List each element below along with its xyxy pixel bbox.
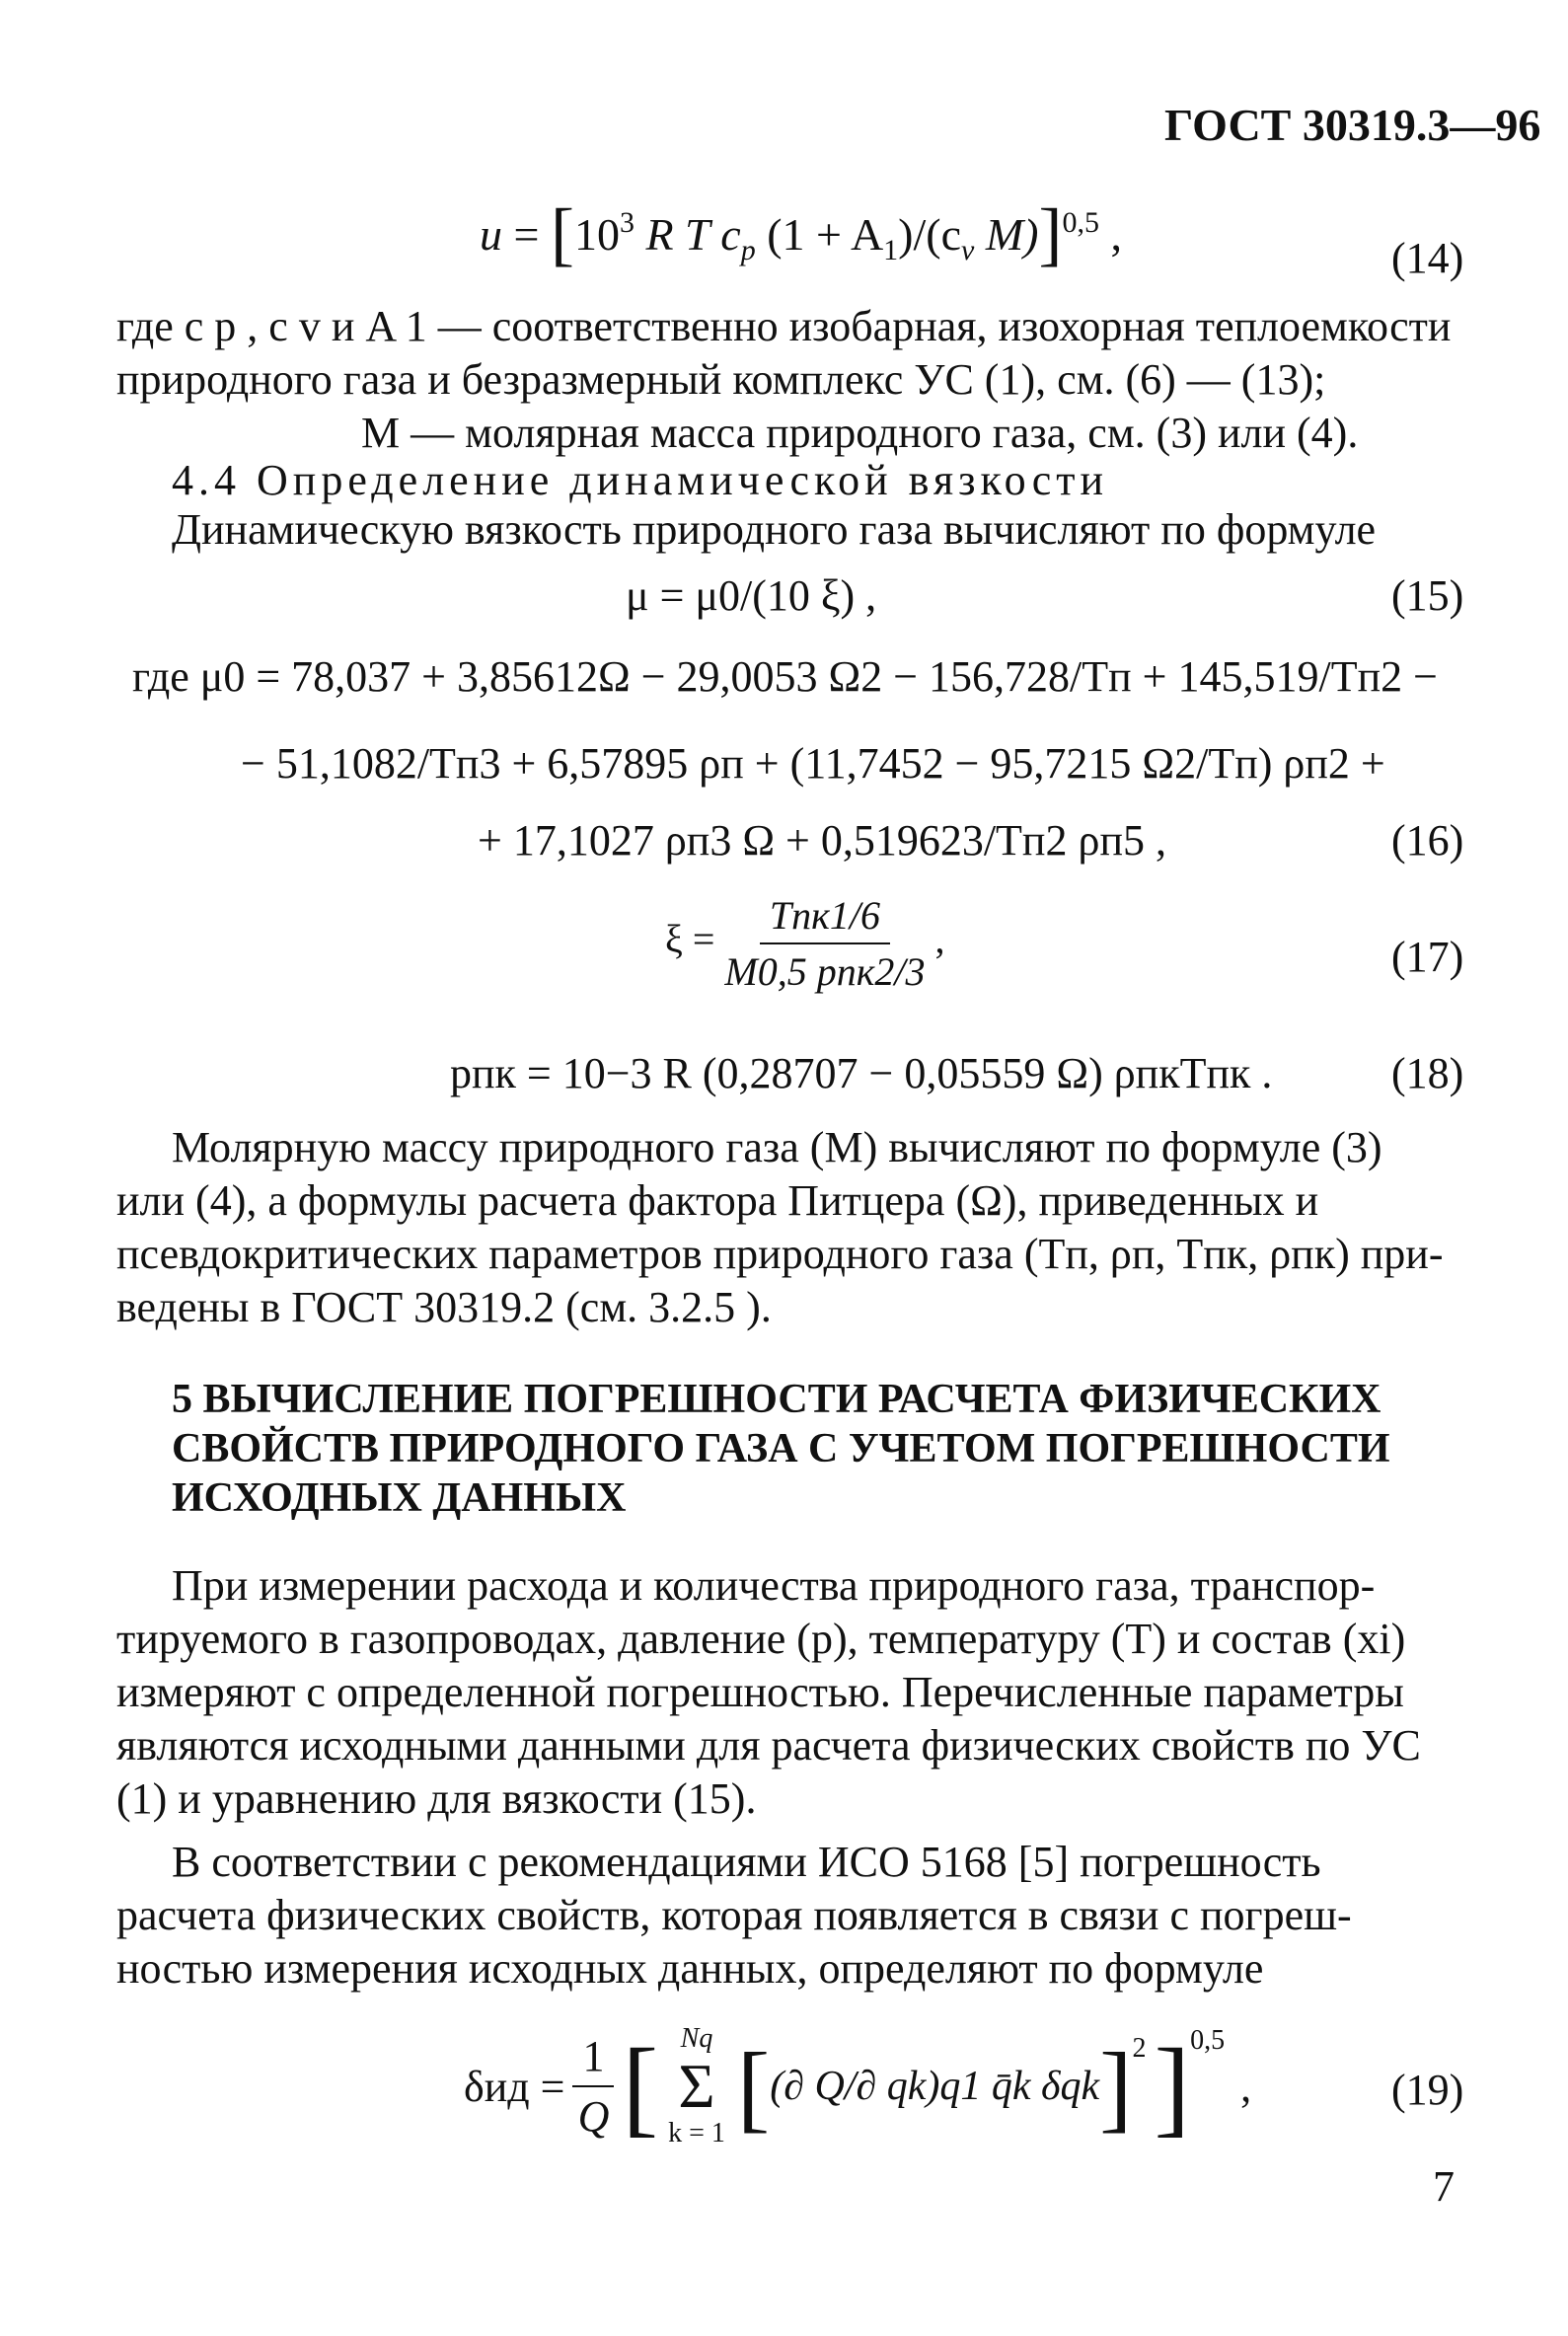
where-line-2: природного газа и безразмерный комплекс УС (1), см. (6) — (13);	[116, 355, 1326, 404]
equation-16-line-1: где μ0 = 78,037 + 3,85612Ω − 29,0053 Ω2 − 156,728/Tп + 145,519/Tп2 −	[132, 652, 1438, 701]
equation-19-right-bracket: ]	[1154, 2025, 1191, 2147]
equation-16-line-3: + 17,1027 ρп3 Ω + 0,519623/Tп2 ρп5 ,	[478, 816, 1166, 865]
standard-header: ГОСТ 30319.3—96	[1164, 100, 1541, 150]
equation-14: $u = [10^3$ R T $c_p$ $(1 + A_1)/(c_v$ M)]$^{0,5}$ ,	[480, 194, 1122, 273]
iso-para-line-3: ностью измерения исходных данных, определяют по формуле	[116, 1944, 1264, 1993]
section-5-heading-line-2: СВОЙСТВ ПРИРОДНОГО ГАЗА С УЧЕТОМ ПОГРЕШНОСТИ	[172, 1426, 1390, 1471]
equation-19-sum: Nq Σ k = 1	[668, 2023, 725, 2148]
equation-19-body: (∂ Q/∂ qk)q1 q̄k δqk	[770, 2064, 1100, 2109]
section-4-4-intro: Динамическую вязкость природного газа вычисляют по формуле	[172, 505, 1377, 554]
measure-para-line-4: являются исходными данными для расчета физических свойств по УС	[116, 1721, 1421, 1770]
molar-para-line-1: Молярную массу природного газа (M) вычисляют по формуле (3)	[172, 1123, 1382, 1171]
equation-number-15: (15)	[1391, 571, 1464, 620]
section-5-heading-line-3: ИСХОДНЫХ ДАННЫХ	[172, 1475, 627, 1521]
measure-para-line-5: (1) и уравнению для вязкости (15).	[116, 1774, 757, 1823]
molar-para-line-3: псевдокритических параметров природного газа (Tп, ρп, Tпк, ρпк) при-	[116, 1230, 1444, 1278]
equation-18: pпк = 10−3 R (0,28707 − 0,05559 Ω) ρпкTпк .	[450, 1049, 1273, 1097]
iso-para-line-1: В соответствии с рекомендациями ИСО 5168 [5] погрешность	[172, 1838, 1321, 1886]
equation-number-19: (19)	[1391, 2066, 1464, 2114]
section-4-4-title: 4.4 Определение динамической вязкости	[172, 456, 1109, 504]
where-line-3: M — молярная масса природного газа, см. (3) или (4).	[361, 409, 1359, 457]
equation-19-lhs: δид =	[464, 2062, 565, 2111]
where-line-1: где c p , c v и A 1 — соответственно изобарная, изохорная теплоемкости	[116, 302, 1452, 350]
measure-para-line-2: тируемого в газопроводах, давление (p), температуру (T) и состав (xi)	[116, 1615, 1406, 1663]
equation-number-16: (16)	[1391, 816, 1464, 865]
equation-16-line-2: − 51,1082/Tп3 + 6,57895 ρп + (11,7452 − 95,7215 Ω2/Tп) ρп2 +	[241, 739, 1385, 788]
equation-19-inner-bracket: [	[736, 2031, 771, 2142]
equation-19-inner-bracket-close: ]	[1099, 2031, 1133, 2142]
iso-para-line-2: расчета физических свойств, которая появляется в связи с погреш-	[116, 1891, 1352, 1939]
equation-number-17: (17)	[1391, 933, 1464, 981]
equation-17-fraction: $\frac{\text{Tпк1/6}}{\text{M0,5 pпк2/3}}$	[724, 893, 926, 994]
section-5-heading-line-1: 5 ВЫЧИСЛЕНИЕ ПОГРЕШНОСТИ РАСЧЕТА ФИЗИЧЕСКИХ	[172, 1377, 1381, 1422]
equation-19-left-bracket: [	[622, 2025, 659, 2147]
equation-number-18: (18)	[1391, 1049, 1464, 1097]
molar-para-line-4: ведены в ГОСТ 30319.2 (см. 3.2.5 ).	[116, 1283, 772, 1331]
measure-para-line-3: измеряют с определенной погрешностью. Перечисленные параметры	[116, 1668, 1404, 1716]
page-number: 7	[1433, 2162, 1455, 2211]
equation-19-fraction: $\frac{1}{Q}$	[572, 2031, 614, 2142]
equation-number-14: (14)	[1391, 234, 1464, 282]
measure-para-line-1: При измерении расхода и количества природного газа, транспор-	[172, 1561, 1376, 1610]
equation-17: ξ = $\frac{\text{Tпк1/6}}{\text{M0,5 pпк2/3}}$ ,	[665, 893, 945, 994]
equation-15: μ = μ0/(10 ξ) ,	[626, 571, 877, 620]
equation-19: δид = $\frac{1}{Q}$ [ Nq Σ k = 1 [ (∂ Q/∂ qk)q1 q̄k δqk ] 2 ] 0,5 ,	[464, 2023, 1252, 2148]
molar-para-line-2: или (4), а формулы расчета фактора Питцера (Ω), приведенных и	[116, 1176, 1319, 1225]
